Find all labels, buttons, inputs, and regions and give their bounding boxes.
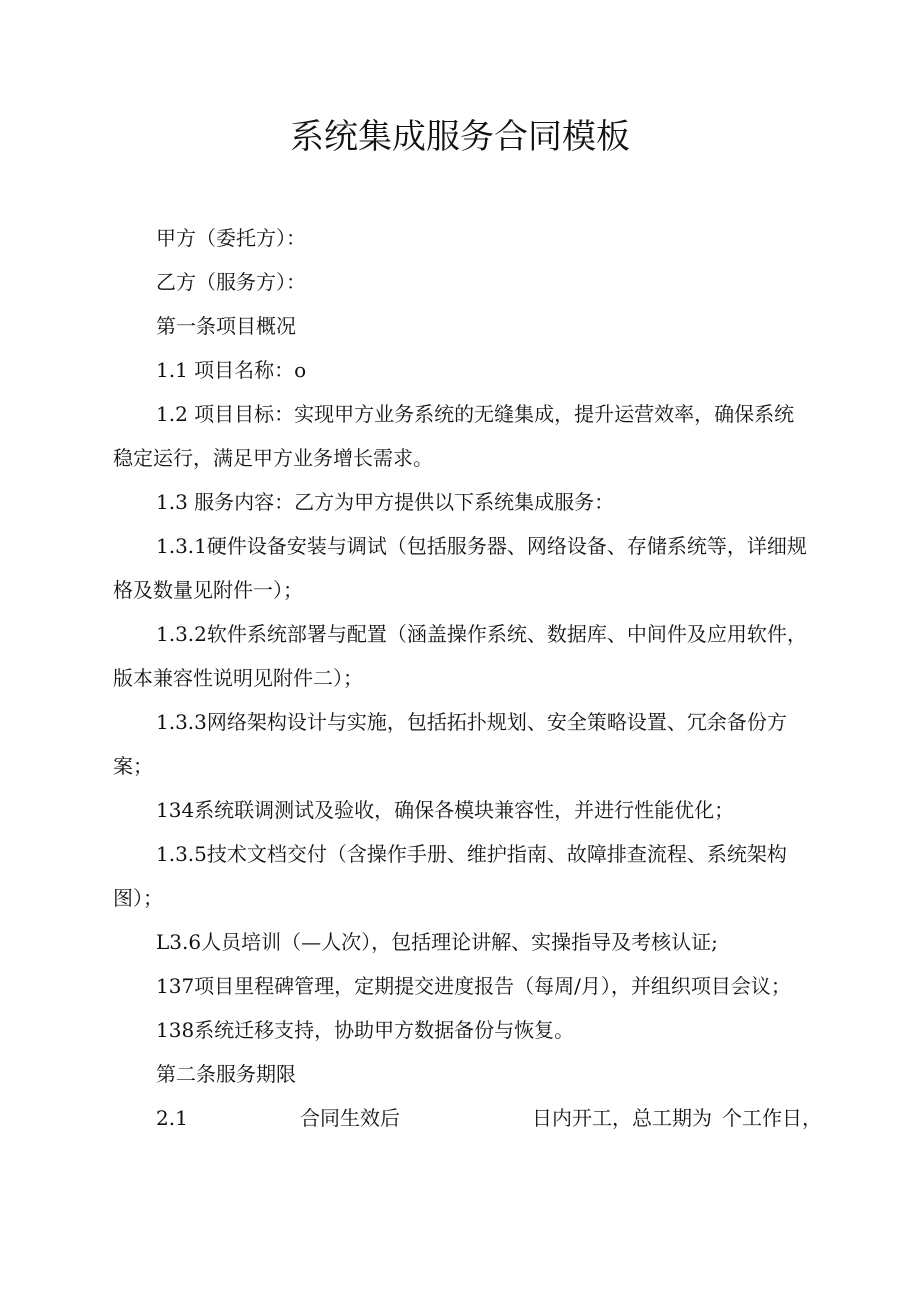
clause-1-3-7: 137项目里程碑管理，定期提交进度报告（每周/月），并组织项目会议； — [156, 974, 791, 998]
document-body — [113, 216, 822, 1140]
clause-2-1-text-3: 个工作日， — [722, 1106, 822, 1130]
clause-2-1-number: 2.1 — [156, 1106, 188, 1130]
clause-1-1: 1.1 项目名称：o — [156, 358, 307, 382]
clause-1-3-8: 138系统迁移支持，协助甲方数据备份与恢复。 — [156, 1018, 575, 1042]
section-1-heading: 第一条项目概况 — [156, 314, 296, 338]
clause-1-3-5: 1.3.5技术文档交付（含操作手册、维护指南、故障排查流程、系统架构图）； — [113, 842, 787, 910]
clause-1-3-2: 1.3.2软件系统部署与配置（涵盖操作系统、数据库、中间件及应用软件，版本兼容性说明见附件二）； — [113, 622, 807, 690]
clause-1-3-1: 1.3.1硬件设备安装与调试（包括服务器、网络设备、存储系统等，详细规格及数量见附件一）； — [113, 534, 807, 602]
section-2-heading: 第二条服务期限 — [156, 1062, 296, 1086]
clause-1-2: 1.2 项目目标：实现甲方业务系统的无缝集成，提升运营效率，确保系统稳定运行，满足甲方业务增长需求。 — [113, 402, 795, 470]
clause-1-3-3: 1.3.3网络架构设计与实施，包括拓扑规划、安全策略设置、冗余备份方案； — [113, 710, 787, 778]
clause-2-1 — [113, 1096, 822, 1140]
party-b-line: 乙方（服务方）： — [156, 270, 306, 294]
party-a-line: 甲方（委托方）： — [156, 226, 306, 250]
clause-2-1-text-1: 合同生效后 — [300, 1106, 400, 1130]
document-title: 系统集成服务合同模板 — [290, 117, 630, 157]
clause-1-3-6: L3.6人员培训（—人次），包括理论讲解、实操指导及考核认证; — [156, 930, 718, 954]
clause-1-3-4: 134系统联调测试及验收，确保各模块兼容性，并进行性能优化； — [156, 798, 735, 822]
clause-1-3: 1.3 服务内容：乙方为甲方提供以下系统集成服务： — [156, 490, 615, 514]
clause-2-1-text-2: 日内开工，总工期为 — [532, 1106, 712, 1130]
